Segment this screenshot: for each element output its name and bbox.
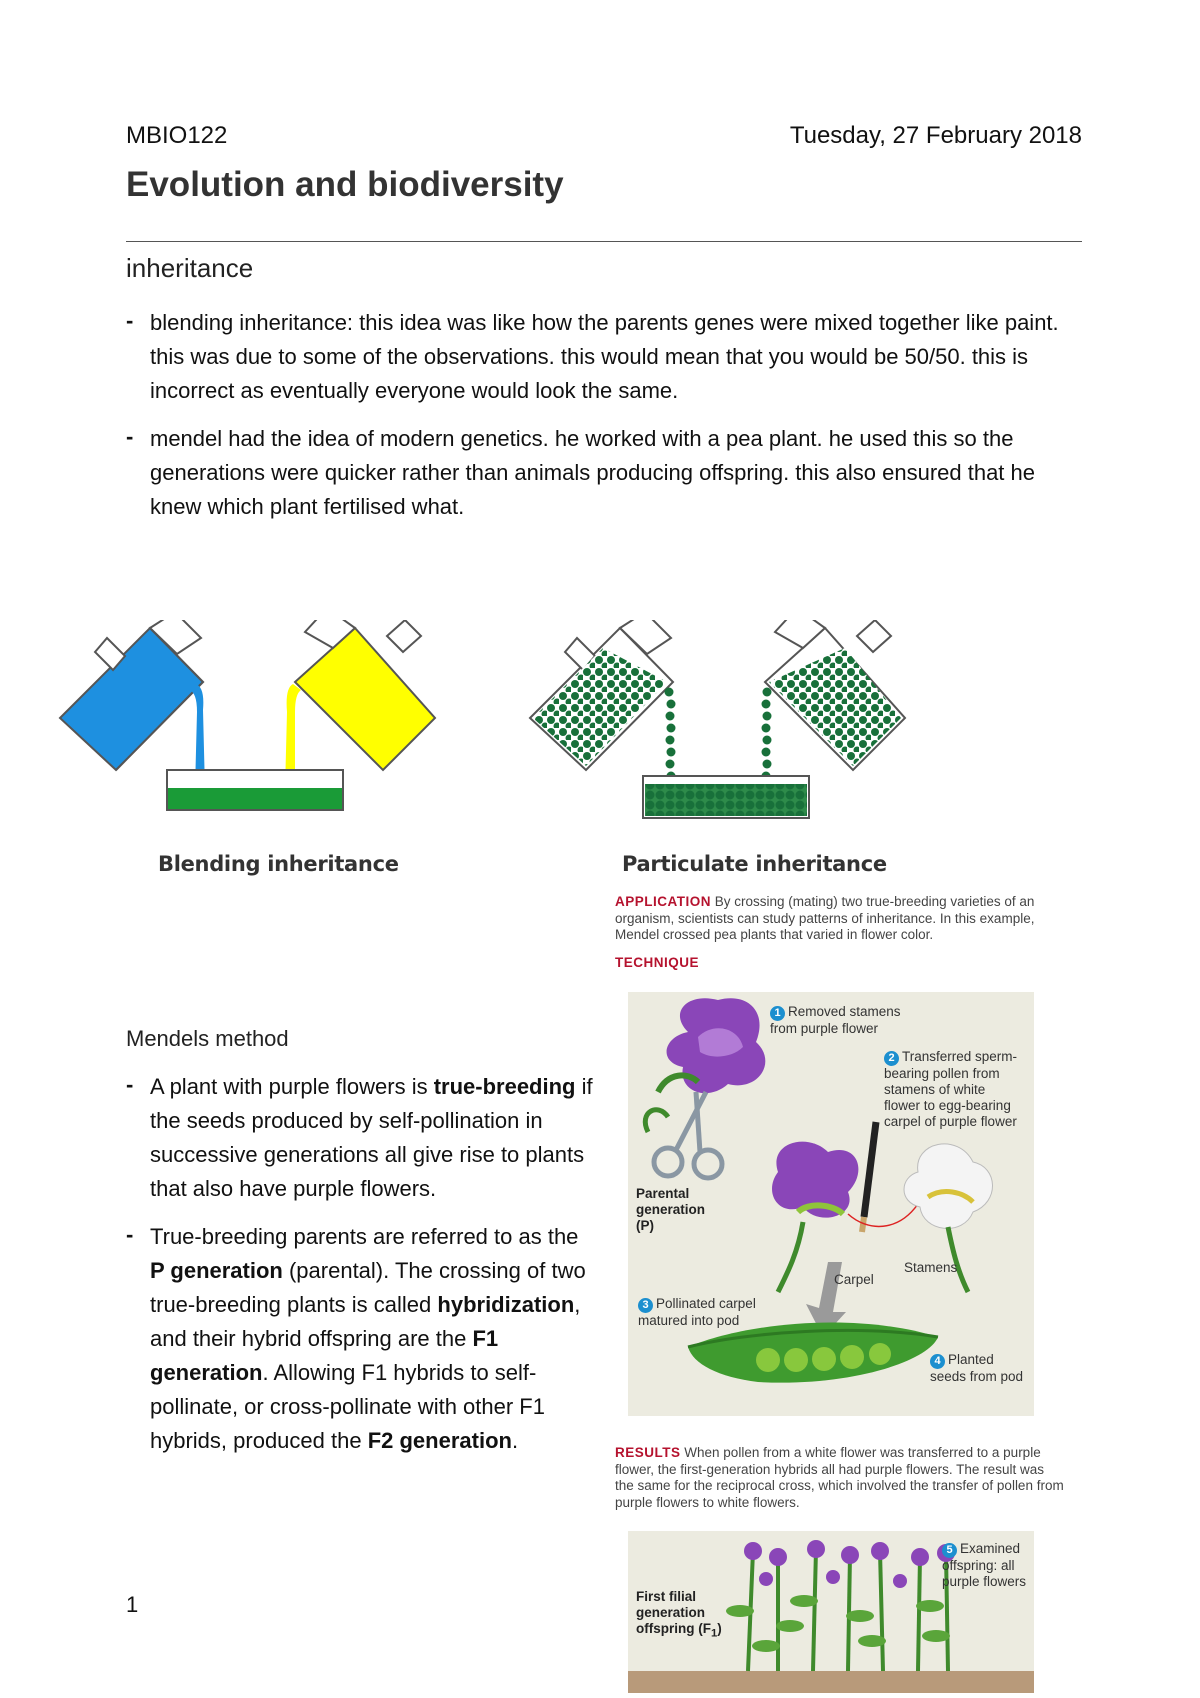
green-beads-jug-right [765,620,905,770]
bullet-mendel: - mendel had the idea of modern genetics. he worked with a pea plant. he used this so the generations were quicker rather than animals producing offspring. this also ensured that he knew which plant fertilised what. [126,422,1086,524]
step-5-label [942,1541,1032,1590]
technique-panel [628,992,1034,1416]
application-text: By crossing (mating) two true-breeding varieties of an organism, scientists can study patterns of inheritance. In this example, Mendel crossed pea plants that varied in flower color. [615,894,1035,942]
title-divider [126,241,1082,242]
stamens-label: Stamens [904,1260,958,1275]
inheritance-bullet-list [126,306,1086,538]
step-1-badge: 1 [770,1006,785,1021]
step-4-text: Planted seeds from pod [930,1352,1024,1384]
results-text: When pollen from a white flower was transferred to a purple flower, the first-generation hybrids all had purple flowers. The result was the same for the reciprocal cross, which involved the transfer of pollen from purple flowers to white flowers. [615,1445,1064,1510]
step-2-text: Transferred sperm-bearing pollen from stamens of white flower to egg-bearing carpel of purple flower [884,1049,1018,1129]
f1-offspring-panel [628,1531,1034,1693]
mendels-method-bullet-list [126,1070,596,1472]
step-3-badge: 3 [638,1298,653,1313]
parental-generation-label: Parental generation (P) [636,1186,706,1233]
section-heading-inheritance: inheritance [126,253,254,283]
f1-generation-label: First filial generation offspring $(F_1)$ [636,1589,722,1640]
step-4-label [930,1352,1030,1385]
step-5-text: Examined offspring: all purple flowers [942,1541,1027,1589]
step-3-text: Pollinated carpel matured into pod [638,1296,756,1328]
step-1-text: Removed stamens from purple flower [770,1004,901,1036]
results-label: RESULTS [615,1445,681,1460]
green-beads-jug-left [530,620,673,770]
bead-streams [665,688,772,781]
carpel-label: Carpel [834,1272,874,1287]
blending-inheritance-label: Blending inheritance [158,852,399,876]
application-paragraph [615,894,1065,944]
step-3-label [638,1296,788,1329]
blending-tray [167,770,343,810]
bullet-true-breeding: - A plant with purple flowers is true-breeding if the seeds produced by self-pollination in successive generations all give rise to plants that also have purple flowers. [126,1070,596,1206]
page-title: Evolution and biodiversity [126,165,564,204]
particulate-inheritance-label: Particulate inheritance [622,852,887,876]
technique-label: TECHNIQUE [615,955,700,970]
course-code: MBIO122 [126,122,228,149]
inheritance-illustration [55,620,955,880]
section-heading-mendels-method: Mendels method [126,1026,289,1051]
bullet-blending-inheritance: - blending inheritance: this idea was like how the parents genes were mixed together like paint. this was due to some of the observations. this would mean that you would be 50/50. this is incorrect as eventually everyone would look the same. [126,306,1086,408]
step-4-badge: 4 [930,1354,945,1369]
application-label: APPLICATION [615,894,711,909]
document-date: Tuesday, 27 February 2018 [789,122,1082,149]
step-2-badge: 2 [884,1051,899,1066]
step-5-badge: 5 [942,1543,957,1558]
page-number: 1 [126,1592,139,1617]
particulate-tray [643,776,809,818]
step-1-label [770,1004,920,1037]
step-2-label [884,1049,1024,1130]
bullet-p-generation: - True-breeding parents are referred to as the P generation (parental). The crossing of two true-breeding plants is called hybridization, and their hybrid offspring are the F1 generation. Allowing F1 hybrids to self-pollinate, or cross-pollinate with other F1 hybrids, produced the F2 generation. [126,1220,596,1458]
yellow-paint-jug [295,620,435,770]
results-paragraph [615,1445,1065,1511]
blue-paint-jug [60,620,203,770]
